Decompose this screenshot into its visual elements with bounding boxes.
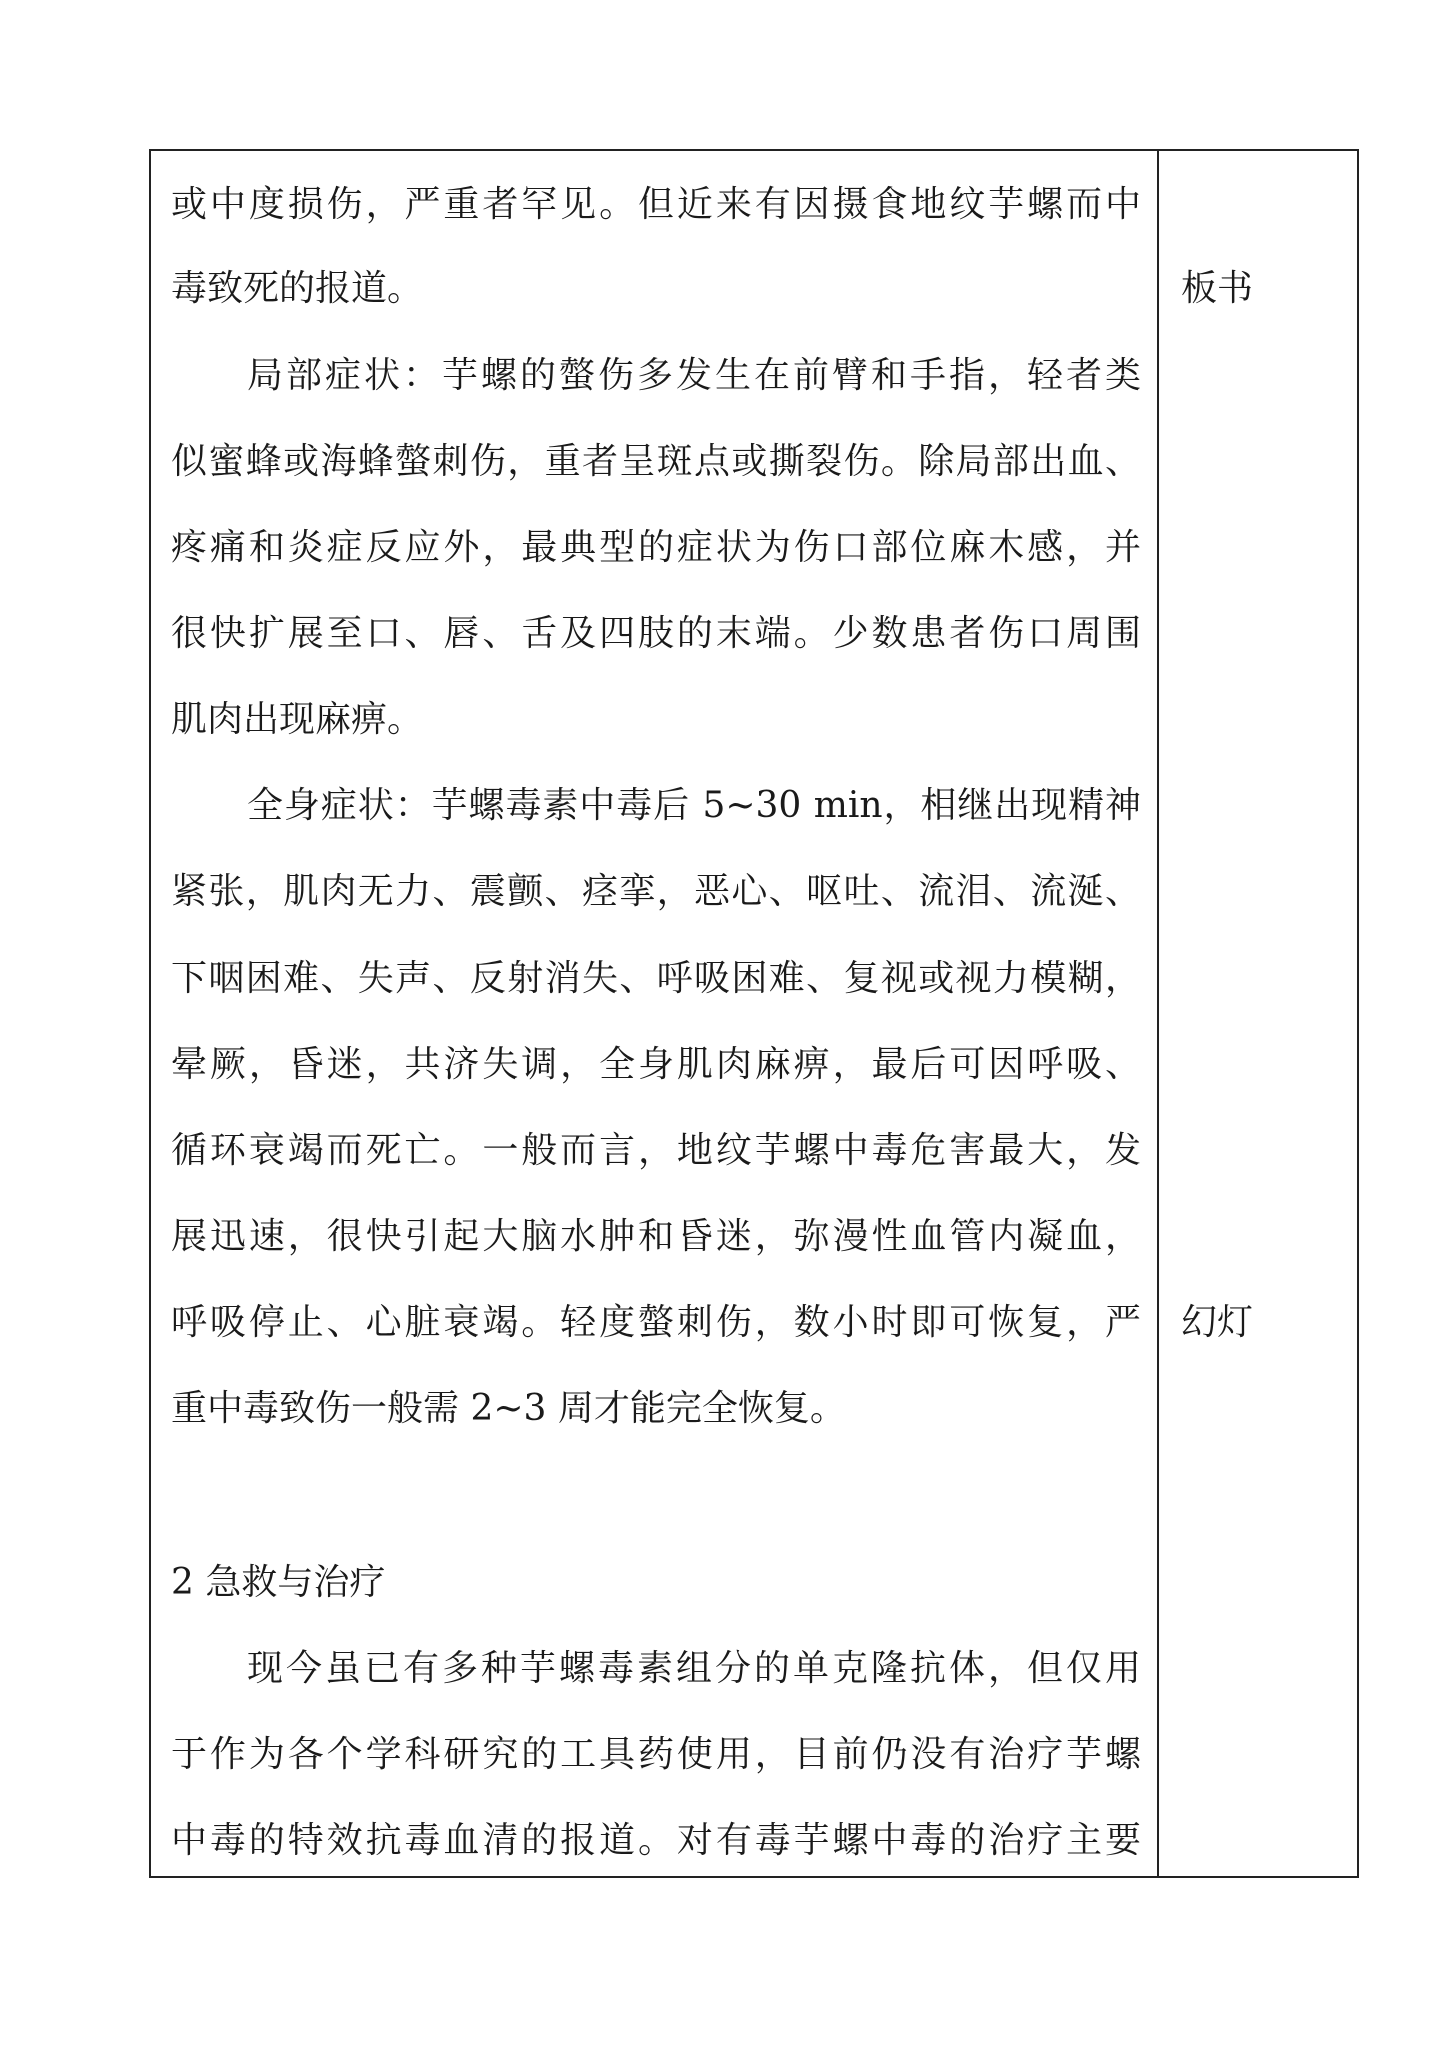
text-line: 全身症状：芋螺毒素中毒后 5~30 min，相继出现精神	[247, 785, 1141, 826]
text-line: 或中度损伤，严重者罕见。但近来有因摄食地纹芋螺而中	[171, 184, 1141, 225]
text-line: 疼痛和炎症反应外，最典型的症状为伤口部位麻木感，并	[171, 527, 1141, 568]
section-heading: 2 急救与治疗	[171, 1562, 386, 1603]
text-line: 中毒的特效抗毒血清的报道。对有毒芋螺中毒的治疗主要	[171, 1820, 1141, 1861]
text-line: 现今虽已有多种芋螺毒素组分的单克隆抗体，但仅用	[247, 1648, 1141, 1689]
text-line: 于作为各个学科研究的工具药使用，目前仍没有治疗芋螺	[171, 1734, 1141, 1775]
text-line: 紧张，肌肉无力、震颤、痉挛，恶心、呕吐、流泪、流涎、	[171, 871, 1141, 912]
side-label-blackboard: 板书	[1181, 268, 1254, 309]
text-line: 似蜜蜂或海蜂螫刺伤，重者呈斑点或撕裂伤。除局部出血、	[171, 441, 1141, 482]
text-line: 肌肉出现麻痹。	[171, 699, 424, 740]
text-line: 重中毒致伤一般需 2~3 周才能完全恢复。	[171, 1388, 846, 1429]
content-column	[151, 151, 1159, 1876]
text-line: 毒致死的报道。	[171, 268, 424, 309]
text-line: 很快扩展至口、唇、舌及四肢的末端。少数患者伤口周围	[171, 613, 1141, 654]
lesson-plan-table	[149, 149, 1359, 1878]
text-line: 呼吸停止、心脏衰竭。轻度螫刺伤，数小时即可恢复，严	[171, 1302, 1141, 1343]
text-line: 局部症状：芋螺的螫伤多发生在前臂和手指，轻者类	[247, 355, 1141, 396]
text-line: 晕厥，昏迷，共济失调，全身肌肉麻痹，最后可因呼吸、	[171, 1044, 1141, 1085]
text-line: 下咽困难、失声、反射消失、呼吸困难、复视或视力模糊，	[171, 958, 1141, 999]
side-label-slides: 幻灯	[1181, 1302, 1254, 1343]
notes-column	[1159, 151, 1357, 1876]
text-line: 展迅速，很快引起大脑水肿和昏迷，弥漫性血管内凝血，	[171, 1216, 1141, 1257]
text-line: 循环衰竭而死亡。一般而言，地纹芋螺中毒危害最大，发	[171, 1130, 1141, 1171]
